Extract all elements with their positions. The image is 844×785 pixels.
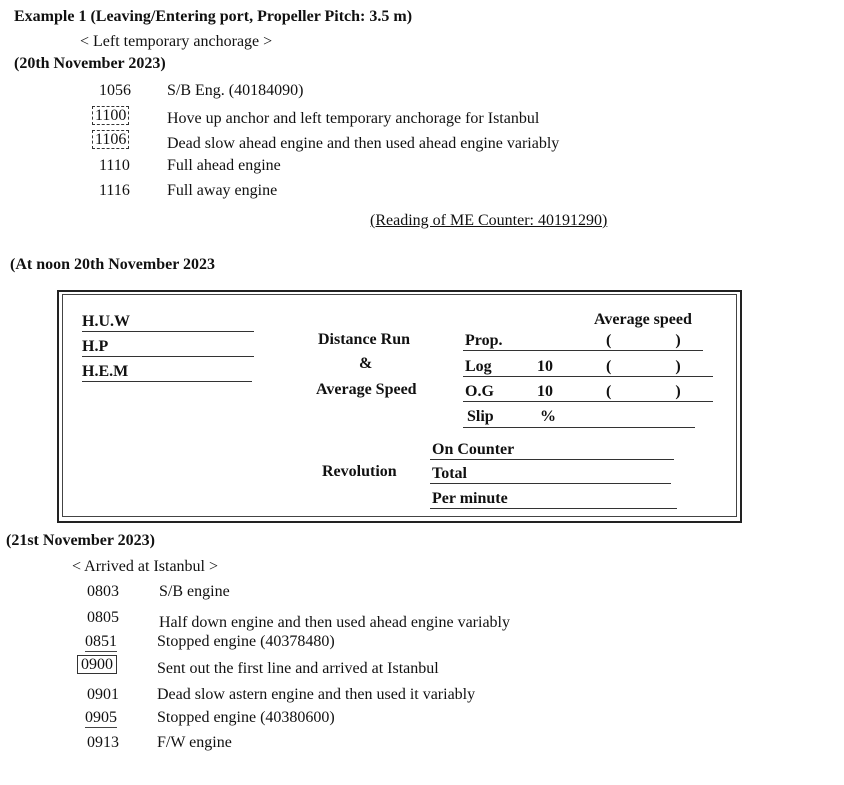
prop-label: Prop. xyxy=(465,332,503,349)
me-counter-reading: (Reading of ME Counter: 40191290) xyxy=(370,212,608,229)
og-value: 10 xyxy=(537,383,553,400)
total-line xyxy=(430,483,671,484)
noon-heading: (At noon 20th November 2023 xyxy=(10,256,216,273)
slip-line xyxy=(463,427,695,428)
hp-line xyxy=(82,356,254,357)
og-label: O.G xyxy=(465,383,494,400)
log-text: S/B Eng. (40184090) xyxy=(167,82,304,99)
huw-line xyxy=(82,331,254,332)
distance-run-label: Distance Run xyxy=(318,331,411,348)
per-minute-label: Per minute xyxy=(432,490,508,507)
log-speed-field: ( ) xyxy=(606,358,681,375)
on-counter-label: On Counter xyxy=(432,441,515,458)
log-time: 0803 xyxy=(87,583,119,600)
document-title: Example 1 (Leaving/Entering port, Propeller Pitch: 3.5 m) xyxy=(14,8,413,25)
log-text: S/B engine xyxy=(159,583,230,600)
log-text: Half down engine and then used ahead engine variably xyxy=(159,614,510,631)
log-time: 1106 xyxy=(92,131,129,149)
average-speed-label: Average Speed xyxy=(316,381,417,398)
log-text: Full ahead engine xyxy=(167,157,281,174)
hem-label: H.E.M xyxy=(82,363,129,380)
on-counter-line xyxy=(430,459,674,460)
log-text: Dead slow astern engine and then used it variably xyxy=(157,686,476,703)
section1-date: (20th November 2023) xyxy=(14,55,166,72)
section1-subtitle: < Left temporary anchorage > xyxy=(80,33,273,50)
log-time: 0805 xyxy=(87,609,119,626)
log-text: Stopped engine (40378480) xyxy=(157,633,335,650)
log-label: Log xyxy=(465,358,492,375)
hp-label: H.P xyxy=(82,338,109,355)
log-text: Stopped engine (40380600) xyxy=(157,709,335,726)
slip-unit: % xyxy=(540,408,556,425)
log-time: 1100 xyxy=(92,107,129,125)
log-time: 1116 xyxy=(99,182,130,199)
average-speed-header: Average speed xyxy=(594,311,692,328)
log-time: 0913 xyxy=(87,734,119,751)
total-label: Total xyxy=(432,465,467,482)
per-minute-line xyxy=(430,508,677,509)
ampersand-label: & xyxy=(359,355,373,372)
log-text: F/W engine xyxy=(157,734,232,751)
og-line xyxy=(463,401,713,402)
log-text: Sent out the first line and arrived at Istanbul xyxy=(157,660,439,677)
log-text: Hove up anchor and left temporary anchorage for Istanbul xyxy=(167,110,540,127)
huw-label: H.U.W xyxy=(82,313,130,330)
log-text: Full away engine xyxy=(167,182,278,199)
log-time: 0901 xyxy=(87,686,119,703)
log-line xyxy=(463,376,713,377)
log-value: 10 xyxy=(537,358,553,375)
section2-subtitle: < Arrived at Istanbul > xyxy=(72,558,219,575)
prop-line xyxy=(463,350,703,351)
log-text: Dead slow ahead engine and then used ahead engine variably xyxy=(167,135,560,152)
section2-date: (21st November 2023) xyxy=(6,532,156,549)
log-time: 0905 xyxy=(85,709,117,726)
log-time: 0851 xyxy=(85,633,117,650)
log-time: 1056 xyxy=(99,82,131,99)
slip-label: Slip xyxy=(467,408,494,425)
log-time: 0900 xyxy=(77,656,117,674)
revolution-label: Revolution xyxy=(322,463,397,480)
prop-speed-field: ( ) xyxy=(606,332,681,349)
hem-line xyxy=(82,381,252,382)
log-time: 1110 xyxy=(99,157,130,174)
og-speed-field: ( ) xyxy=(606,383,681,400)
